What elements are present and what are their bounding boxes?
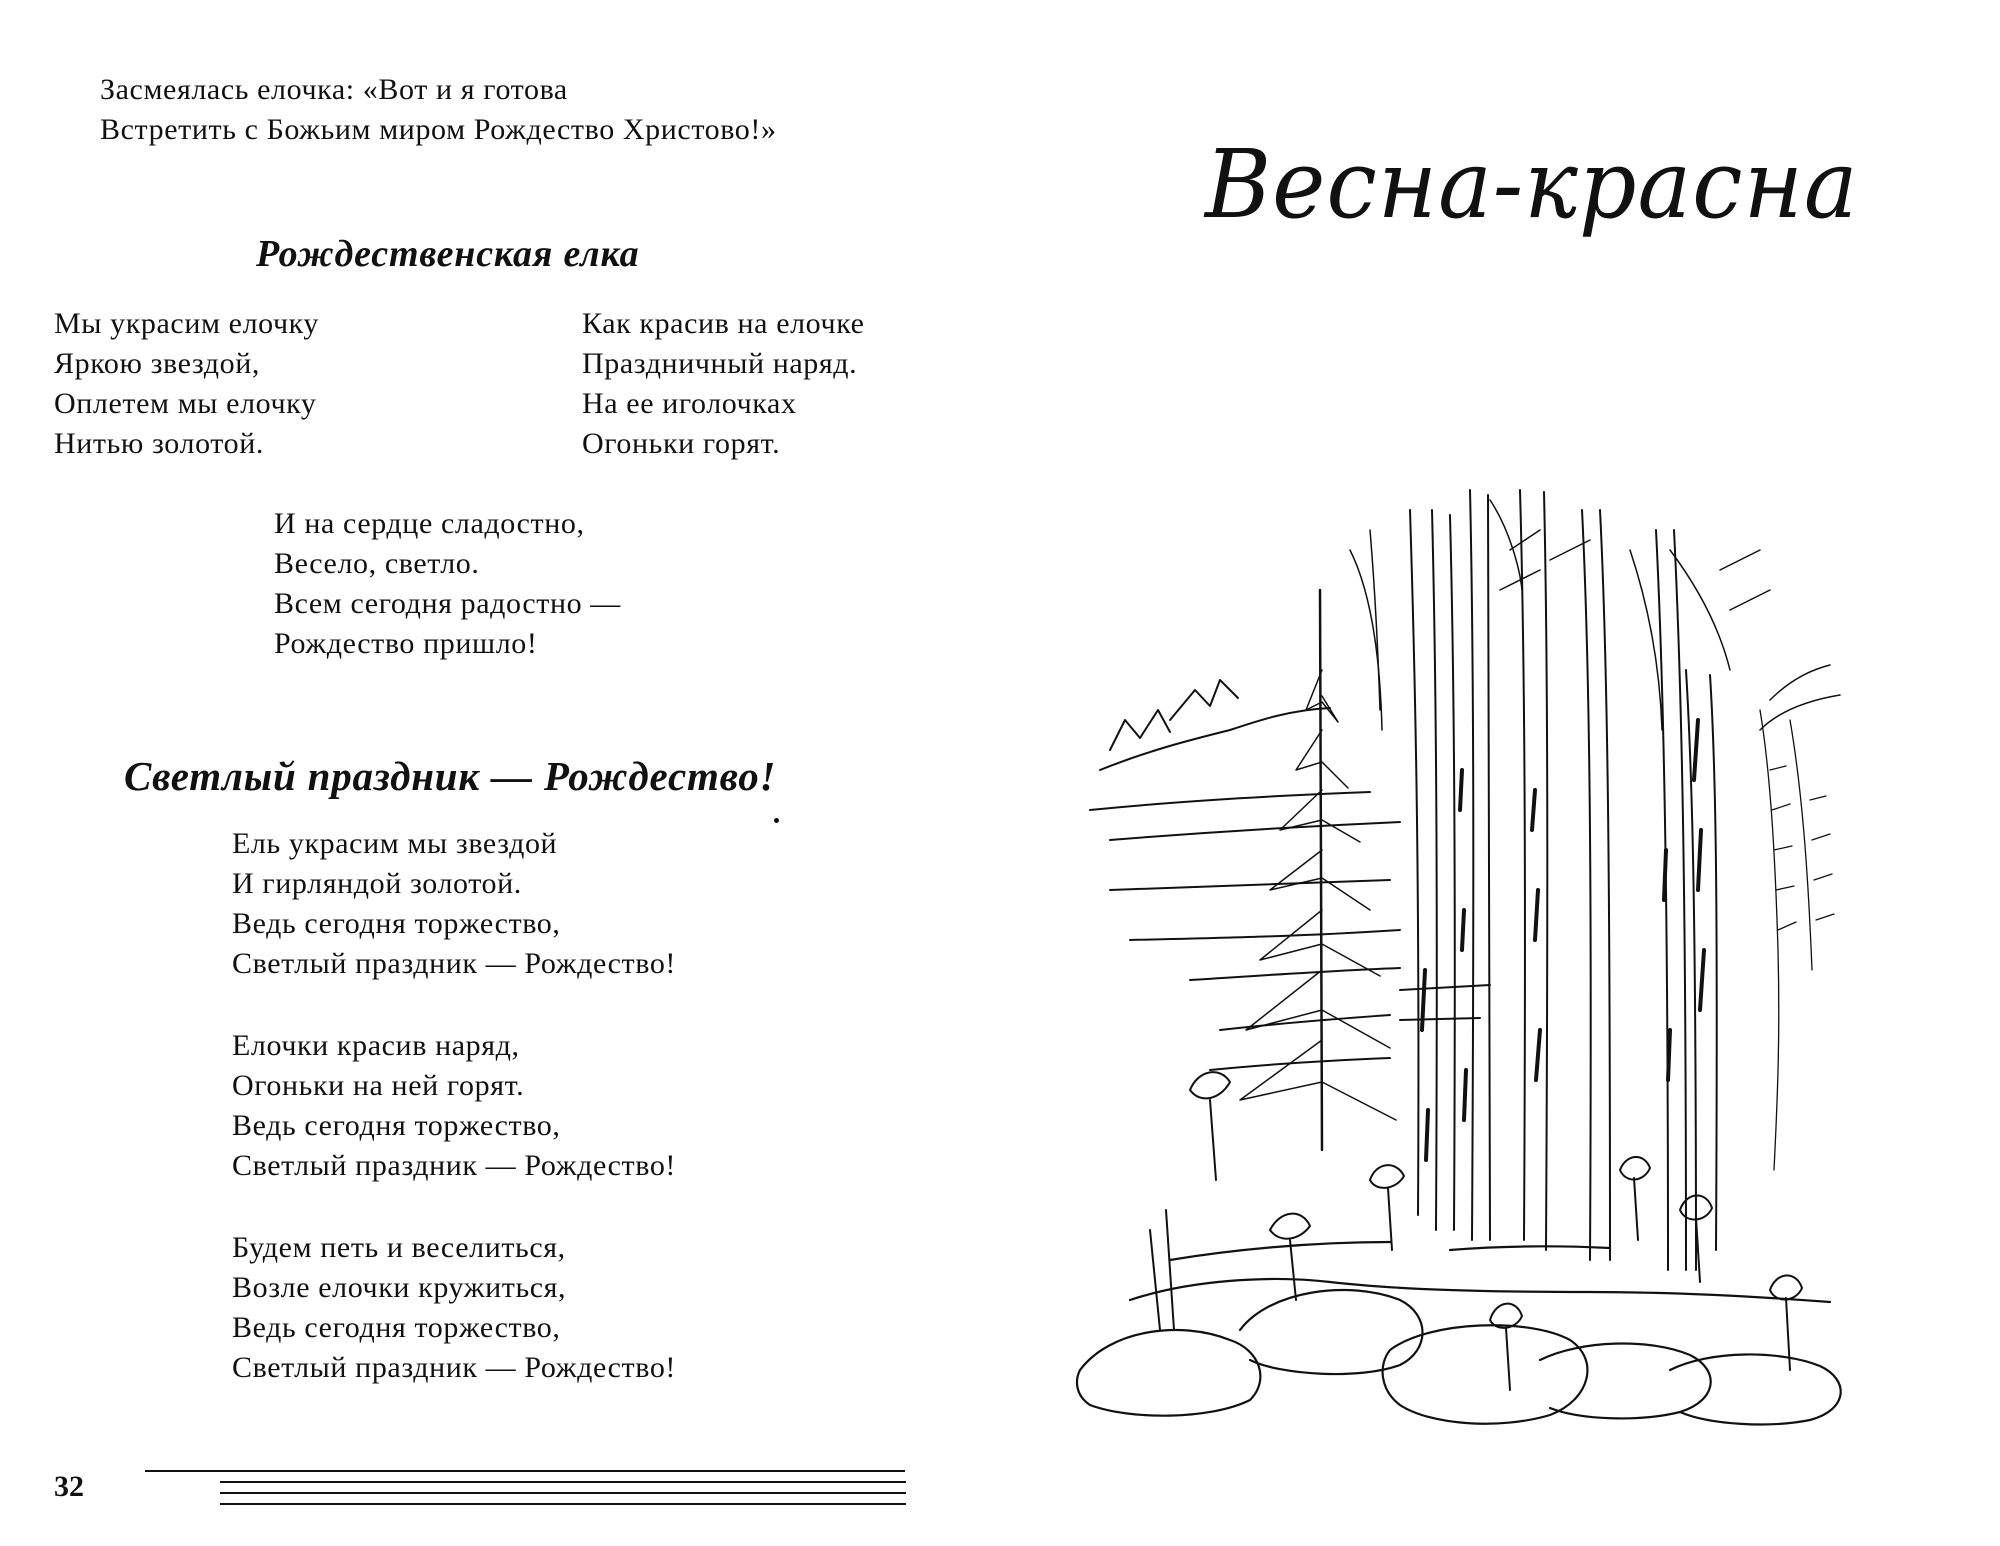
verse-line: Нитью золотой.: [54, 427, 264, 460]
verse-line: Ведь сегодня торжество,: [232, 1109, 561, 1142]
verse-line: Весело, светло.: [274, 547, 480, 580]
snowdrop-flowers: [1150, 1072, 1802, 1390]
verse-line: Засмеялась елочка: «Вот и я готова: [100, 73, 568, 106]
page-number: 32: [54, 1470, 84, 1503]
birch-trunks: [1410, 490, 1717, 1270]
verse-line: И гирляндой золотой.: [232, 867, 522, 900]
spring-forest-illustration: [1070, 470, 1870, 1440]
verse-line: Огоньки на ней горят.: [232, 1069, 525, 1102]
section-title: Весна-красна: [1205, 130, 1859, 241]
poem1-stanza-2: [582, 304, 865, 464]
verse-line: Праздничный наряд.: [582, 347, 858, 380]
poem2-stanza-2: [232, 1026, 676, 1186]
branch-sketch: [1350, 500, 1840, 730]
verse-line: На ее иголочках: [582, 387, 797, 420]
verse-line: Оплетем мы елочку: [54, 387, 317, 420]
verse-line: Огоньки горят.: [582, 427, 781, 460]
verse-line: Светлый праздник — Рождество!: [232, 947, 677, 980]
verse-line: Мы украсим елочку: [54, 307, 320, 340]
footer-rule: [220, 1492, 906, 1494]
footer-rule: [145, 1470, 905, 1472]
poem2-stanza-1: [232, 824, 676, 984]
poem2-stanza-3: [232, 1228, 676, 1388]
verse-line: И на сердце сладостно,: [274, 507, 585, 540]
poem1-stanza-3: [274, 504, 621, 664]
verse-line: Рождество пришло!: [274, 627, 538, 660]
poem-title-christmas-tree: Рождественская елка: [256, 233, 640, 275]
verse-line: Как красив на елочке: [582, 307, 865, 340]
verse-line: Ведь сегодня торжество,: [232, 907, 561, 940]
verse-line: Ель украсим мы звездой: [232, 827, 558, 860]
intro-verse: [100, 70, 777, 150]
verse-line: Будем петь и веселиться,: [232, 1231, 566, 1264]
verse-line: Светлый праздник — Рождество!: [232, 1351, 677, 1384]
verse-line: Яркою звездой,: [54, 347, 261, 380]
verse-line: Возле елочки кружиться,: [232, 1271, 567, 1304]
footer-rule: [220, 1503, 906, 1505]
poem1-stanza-1: [54, 304, 319, 464]
ink-dot: [774, 818, 779, 823]
poem-title-bright-holiday: Светлый праздник — Рождество!: [124, 753, 777, 799]
verse-line: Встретить с Божьим миром Рождество Христово!»: [100, 113, 777, 146]
foliage-sketch: [1760, 710, 1834, 1170]
verse-line: Елочки красив наряд,: [232, 1029, 520, 1062]
footer-rule: [220, 1481, 906, 1483]
verse-line: Светлый праздник — Рождество!: [232, 1149, 677, 1182]
verse-line: Ведь сегодня торжество,: [232, 1311, 561, 1344]
ground-stones: [1077, 1242, 1841, 1424]
verse-line: Всем сегодня радостно —: [274, 587, 621, 620]
